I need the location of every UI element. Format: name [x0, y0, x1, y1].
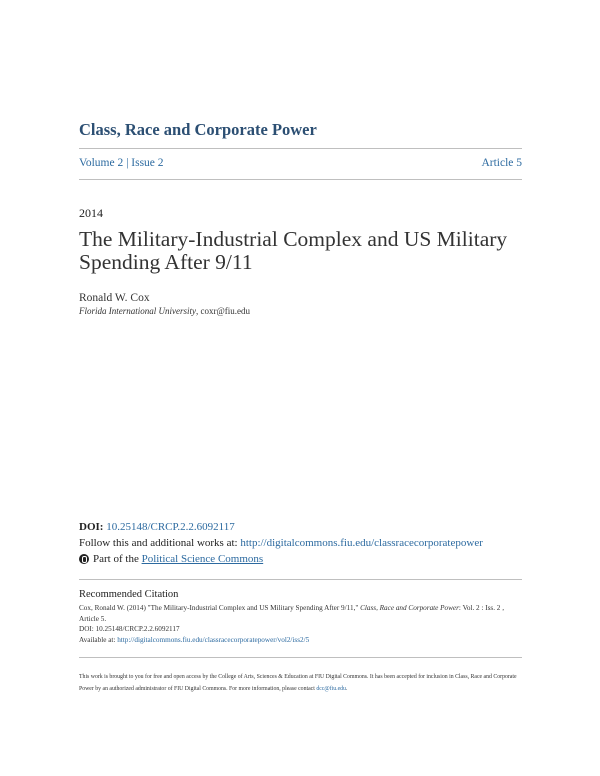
citation-body: [79, 603, 524, 645]
citation-available-label: Available at:: [79, 635, 116, 644]
follow-url-link[interactable]: http://digitalcommons.fiu.edu/classracecorporatepower: [240, 537, 483, 549]
article-link[interactable]: Article 5: [481, 157, 522, 169]
citation-text: Cox, Ronald W. (2014) "The Military-Industrial Complex and US Military Spending After 9/11,": [79, 604, 359, 612]
citation-url-link[interactable]: http://digitalcommons.fiu.edu/classracecorporatepower/vol2/iss2/5: [117, 635, 310, 644]
commons-link[interactable]: Political Science Commons: [141, 553, 264, 565]
footer-divider: [79, 657, 522, 658]
journal-title[interactable]: Class, Race and Corporate Power: [79, 120, 317, 139]
doi-label: DOI:: [79, 521, 104, 533]
author-affiliation: [79, 306, 250, 316]
doi-link[interactable]: 10.25148/CRCP.2.2.6092117: [106, 521, 235, 533]
part-of-line: [79, 553, 263, 565]
volume-issue: [79, 157, 164, 169]
follow-text: Follow this and additional works at:: [79, 537, 238, 549]
citation-journal: Class, Race and Corporate Power: [360, 604, 459, 612]
part-of-text: Part of the: [93, 553, 139, 565]
footer-end: .: [345, 685, 348, 692]
footer-text: This work is brought to you for free and open access by the College of Arts, Sciences & Education at FIU Digital Commons. It has been accepted for inclusion in Class, Race and Corporate Power by an authorized administrator of FIU Digital Commons. For more information, please contact: [79, 674, 517, 692]
publication-year: 2014: [79, 206, 103, 220]
volume-issue-separator: |: [126, 157, 129, 169]
bottom-divider: [79, 179, 522, 180]
citation-volume: : Vol. 2 : Iss. 2 , Article 5.: [79, 604, 504, 623]
citation-divider: [79, 579, 522, 580]
footer-notice: [79, 672, 524, 695]
volume-link[interactable]: Volume 2: [79, 157, 124, 169]
citation-heading: Recommended Citation: [79, 589, 179, 600]
affiliation-email: , coxr@fiu.edu: [196, 306, 251, 316]
contact-email-link[interactable]: dcc@fiu.edu: [316, 685, 346, 692]
issue-link[interactable]: Issue 2: [131, 157, 164, 169]
doi-line: [79, 521, 235, 533]
affiliation-name: Florida International University: [79, 306, 196, 316]
citation-doi: DOI: 10.25148/CRCP.2.2.6092117: [79, 625, 180, 633]
follow-line: [79, 537, 483, 549]
commons-icon: [79, 554, 89, 564]
top-divider: [79, 148, 522, 149]
paper-title: The Military-Industrial Complex and US Military Spending After 9/11: [79, 227, 508, 274]
author-name: Ronald W. Cox: [79, 292, 150, 304]
